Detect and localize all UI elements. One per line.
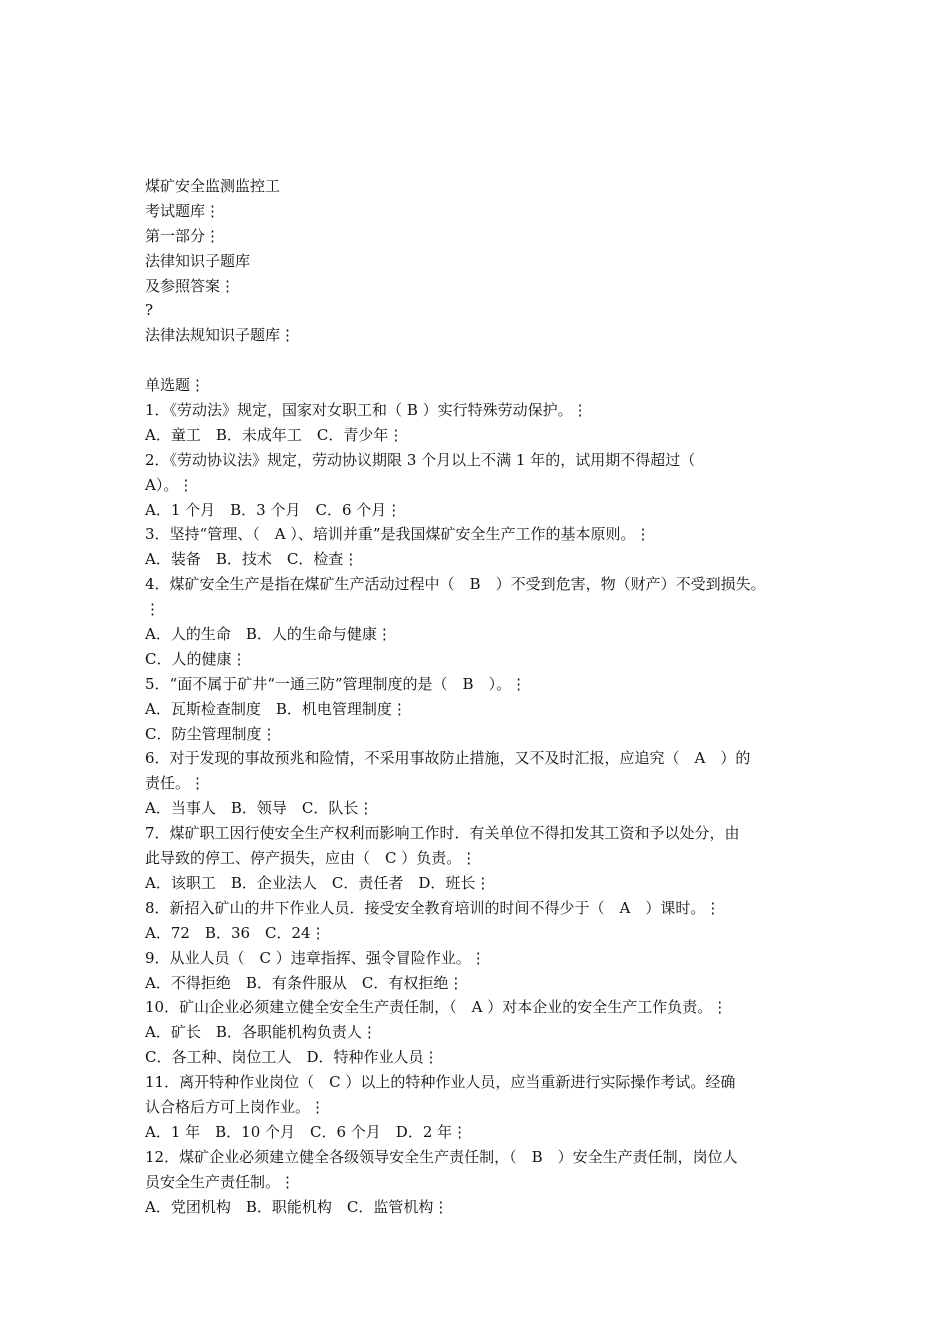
section-heading: 法律知识子题库 xyxy=(145,251,251,270)
text-line: 9．从业人员（ C ）违章指挥、强令冒险作业。⋮ xyxy=(145,948,486,967)
text-line: 12．煤矿企业必须建立健全各级领导安全生产责任制，（ B ）安全生产责任制，岗位人 xyxy=(145,1147,738,1166)
text-line: 认合格后方可上岗作业。⋮ xyxy=(145,1097,326,1116)
document-body xyxy=(145,174,825,1219)
text-line: A．党团机构 B．职能机构 C．监管机构⋮ xyxy=(145,1197,449,1216)
part-heading: 第一部分⋮ xyxy=(145,226,221,245)
text-line: A．不得拒绝 B．有条件服从 C．有权拒绝⋮ xyxy=(145,973,464,992)
text-line: 员安全生产责任制。⋮ xyxy=(145,1172,296,1191)
document-title: 煤矿安全监测监控工 xyxy=(145,177,281,195)
text-line: A．装备 B．技术 C．检查⋮ xyxy=(145,550,359,569)
text-line: A．当事人 B．领导 C．队长⋮ xyxy=(145,799,374,818)
text-line: A．1 个月 B．3 个月 C．6 个月⋮ xyxy=(145,500,402,519)
text-line: 3．坚持“管理、（ A ）、培训并重”是我国煤矿安全生产工作的基本原则。⋮ xyxy=(145,525,651,544)
text-line: A．该职工 B．企业法人 C．责任者 D．班长⋮ xyxy=(145,873,491,892)
text-line: C．各工种、岗位工人 D．特种作业人员⋮ xyxy=(145,1048,439,1067)
text-line: 2．《劳动协议法》规定，劳动协议期限 3 个月以上不满 1 年的，试用期不得超过（ xyxy=(145,450,696,469)
blank-line xyxy=(145,348,825,373)
text-line: 4．煤矿安全生产是指在煤矿生产活动过程中（ B ）不受到危害，物（财产）不受到损失。 xyxy=(145,575,766,594)
text-line: ⋮ xyxy=(145,600,160,619)
text-line: 6．对于发现的事故预兆和险情，不采用事故防止措施，又不及时汇报，应追究（ A ）的 xyxy=(145,749,751,768)
text-line: 11．离开特种作业岗位（ C ）以上的特种作业人员，应当重新进行实际操作考试。经确 xyxy=(145,1073,736,1092)
text-line: 此导致的停工、停产损失，应由（ C ）负责。⋮ xyxy=(145,849,477,868)
text-line: 8．新招入矿山的井下作业人员．接受安全教育培训的时间不得少于（ A ）课时。⋮ xyxy=(145,898,721,917)
question-mark-line: ? xyxy=(145,301,154,320)
document-subtitle: 考试题库⋮ xyxy=(145,201,221,220)
answers-heading: 及参照答案⋮ xyxy=(145,276,236,295)
text-line: A．1 年 B．10 个月 C．6 个月 D．2 年⋮ xyxy=(145,1122,468,1141)
text-line: 5．“面不属于矿井“一通三防”管理制度的是（ B ）。⋮ xyxy=(145,674,527,693)
text-line: 10．矿山企业必须建立健全安全生产责任制，（ A ）对本企业的安全生产工作负责。⋮ xyxy=(145,998,728,1017)
subsection-heading: 法律法规知识子题库⋮ xyxy=(145,326,296,345)
question-type-heading: 单选题⋮ xyxy=(145,376,206,395)
text-line: A．瓦斯检查制度 B．机电管理制度⋮ xyxy=(145,699,407,718)
text-line: A．矿长 B．各职能机构负责人⋮ xyxy=(145,1023,377,1042)
text-line: 1．《劳动法》规定，国家对女职工和（ B ）实行特殊劳动保护。⋮ xyxy=(145,401,588,420)
text-line: A．72 B．36 C．24⋮ xyxy=(145,923,326,942)
text-line: A．童工 B．未成年工 C．青少年⋮ xyxy=(145,425,404,444)
text-line: A）。⋮ xyxy=(145,475,194,494)
text-line: C．人的健康⋮ xyxy=(145,649,247,668)
text-line: 责任。⋮ xyxy=(145,774,206,793)
text-line: C．防尘管理制度⋮ xyxy=(145,724,277,743)
text-line: A．人的生命 B．人的生命与健康⋮ xyxy=(145,625,392,644)
text-line: 7．煤矿职工因行使安全生产权利而影响工作时．有关单位不得扣发其工资和予以处分，由 xyxy=(145,824,740,843)
